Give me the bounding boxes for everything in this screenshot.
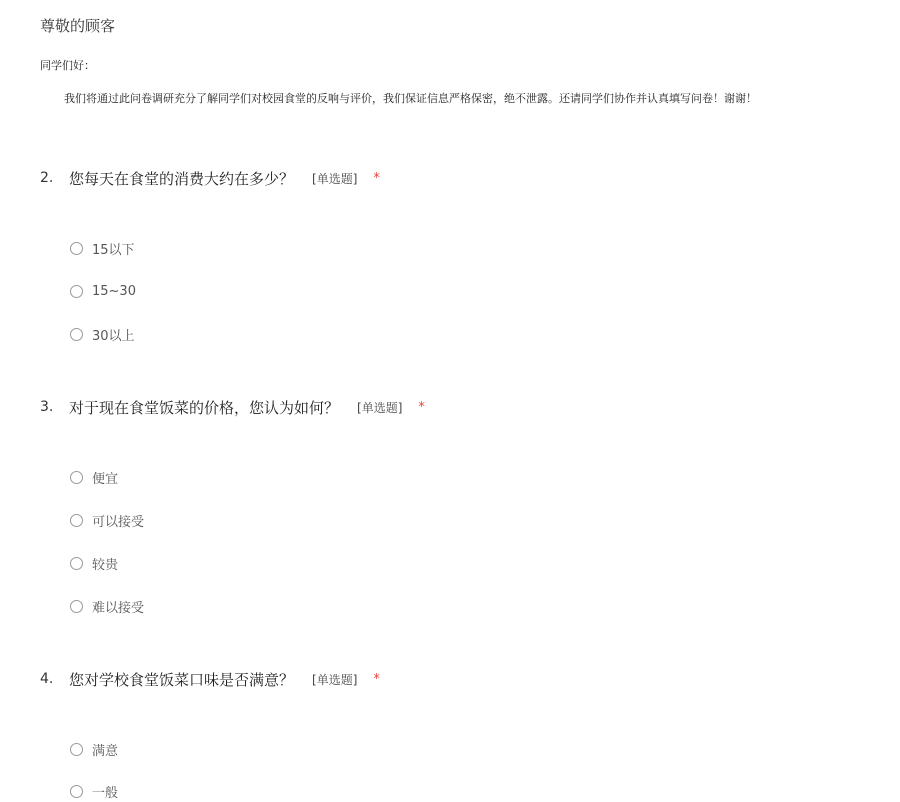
question-text: 您对学校食堂饭菜口味是否满意？	[69, 670, 295, 689]
radio-circle-icon[interactable]	[70, 471, 83, 484]
required-mark: *	[373, 671, 380, 687]
radio-circle-icon[interactable]	[70, 743, 83, 756]
required-mark: *	[373, 170, 380, 186]
option-radio[interactable]	[70, 552, 118, 574]
survey-title: 尊敬的顾客	[40, 17, 116, 35]
intro-text: 我们将通过此问卷调研充分了解同学们对校园食堂的反响与评价，我们保证信息严格保密，绝不泄露。还请同学们协作并认真填写问卷！谢谢！	[64, 92, 757, 105]
greeting-text: 同学们好：	[40, 59, 95, 72]
option-label[interactable]: 30以上	[92, 328, 135, 344]
question-text: 对于现在食堂饭菜的价格，您认为如何？	[69, 398, 340, 417]
required-mark: *	[418, 399, 425, 415]
question-number: 2.	[40, 170, 54, 186]
option-label[interactable]: 满意	[92, 743, 119, 759]
option-label[interactable]: 15以下	[92, 242, 135, 258]
option-label[interactable]: 便宜	[92, 471, 119, 487]
question-2-header	[40, 166, 380, 190]
radio-circle-icon[interactable]	[70, 285, 83, 298]
option-radio[interactable]	[70, 466, 118, 488]
option-radio[interactable]	[70, 738, 118, 760]
option-radio[interactable]	[70, 780, 118, 802]
question-type-tag: [单选题]	[312, 171, 358, 186]
option-label[interactable]: 可以接受	[92, 514, 145, 530]
radio-circle-icon[interactable]	[70, 557, 83, 570]
radio-circle-icon[interactable]	[70, 242, 83, 255]
option-radio[interactable]	[70, 323, 135, 345]
radio-circle-icon[interactable]	[70, 328, 83, 341]
radio-circle-icon[interactable]	[70, 514, 83, 527]
option-label[interactable]: 一般	[92, 785, 119, 801]
option-label[interactable]: 15~30	[92, 283, 136, 299]
question-number: 4.	[40, 671, 54, 687]
question-number: 3.	[40, 399, 54, 415]
option-radio[interactable]	[70, 237, 135, 259]
option-radio[interactable]	[70, 280, 136, 302]
option-radio[interactable]	[70, 595, 144, 617]
question-type-tag: [单选题]	[357, 400, 403, 415]
question-text: 您每天在食堂的消费大约在多少？	[69, 169, 295, 188]
radio-circle-icon[interactable]	[70, 600, 83, 613]
option-radio[interactable]	[70, 509, 144, 531]
question-4-header	[40, 667, 380, 691]
option-label[interactable]: 难以接受	[92, 600, 145, 616]
option-label[interactable]: 较贵	[92, 557, 119, 573]
radio-circle-icon[interactable]	[70, 785, 83, 798]
question-type-tag: [单选题]	[312, 672, 358, 687]
question-3-header	[40, 395, 425, 419]
